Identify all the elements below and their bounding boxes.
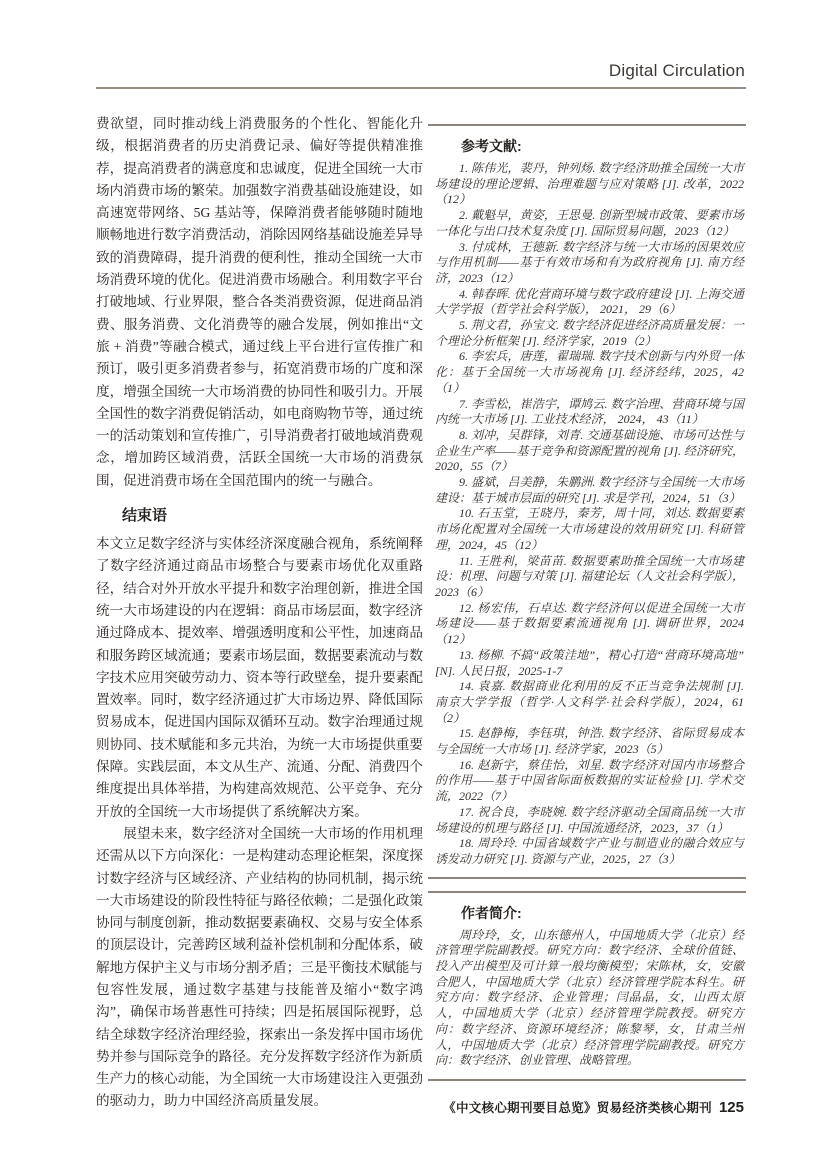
- references-heading: 参考文献:: [461, 138, 522, 154]
- reference-item: 6. 李宏兵，唐莲，翟瑞瑞. 数字技术创新与内外贸一体化：基于全国统一大市场视角 [J]. 经济经纬，2025，42（1）: [435, 349, 744, 395]
- reference-item: 13. 杨柳. 不搞“政策洼地”，精心打造“营商环境高地” [N]. 人民日报，2025-1-7: [435, 647, 744, 678]
- conclusion-paragraph-1: 本文立足数字经济与实体经济深度融合视角，系统阐释了数字经济通过商品市场整合与要素市场优化双重路径，结合对外开放水平提升和数字治理创新，推进全国统一大市场建设的内在逻辑：商品市场层面，数字经济通过降成本、提效率、增强透明度和公平性，加速商品和服务跨区域流通；要素市场层面，数据要素流动与数字技术应用突破劳动力、资本等行政壁垒，提升要素配置效率。同时，数字经济通过扩大市场边界、降低国际贸易成本，促进国内国际双循环互动。数字治理通过规则协同、技术赋能和多元共治，为统一大市场提供重要保障。实践层面，本文从生产、流通、分配、消费四个维度提出具体举措，为构建高效规范、公平竞争、充分开放的全国统一大市场提供了系统解决方案。: [96, 536, 423, 819]
- continuation-paragraph: 费欲望，同时推动线上消费服务的个性化、智能化升级，根据消费者的历史消费记录、偏好等提供精准推荐，提高消费者的满意度和忠诚度，促进全国统一大市场内消费市场的繁荣。加强数字消费基础设施建设，如高速宽带网络、5G 基站等，保障消费者能够随时随地顺畅地进行数字消费活动，消除因网络基础设施差异导致的消费障碍，提升消费的便利性，推动全国统一大市场消费环境的优化。促进消费市场融合。利用数字平台打破地域、行业界限，整合各类消费资源，促进商品消费、服务消费、文化消费等的融合发展，例如推出“文旅 + 消费”等融合模式，通过线上平台进行宣传推广和预订，吸引更多消费者参与，拓宽消费市场的广度和深度，增强全国统一大市场消费的协同性和吸引力。开展全国性的数字消费促销活动，如电商购物节等，通过统一的活动策划和宣传推广，引导消费者打破地域消费观念，增加跨区域消费，活跃全国统一大市场的消费氛围，促进消费市场在全国范围内的统一与融合。: [96, 116, 423, 488]
- author-bio-heading: 作者简介:: [461, 904, 522, 921]
- left-column: [96, 113, 423, 1113]
- references-top-rule: [428, 124, 746, 126]
- reference-item: 16. 赵新宇，蔡佳怡，刘星. 数字经济对国内市场整合的作用——基于中国省际面板数据的实证检验 [J]. 学术交流，2022（7）: [435, 757, 744, 804]
- reference-item: 14. 袁嘉. 数据商业化利用的反不正当竞争法规制 [J]. 南京大学学报（哲学·人文科学·社会科学版），2024，61（2）: [435, 679, 744, 725]
- conclusion-heading: 结束语: [122, 507, 168, 525]
- reference-item: 4. 韩春晖. 优化营商环境与数字政府建设 [J]. 上海交通大学学报（哲学社会科学版）， 2021， 29（6）: [435, 286, 744, 317]
- separator-rule-lower: [428, 891, 746, 893]
- page-footer: [428, 1098, 746, 1117]
- reference-item: 12. 杨宏伟，石卓达. 数字经济何以促进全国统一大市场建设——基于数据要素流通视角 [J]. 调研世界，2024（12）: [435, 600, 744, 647]
- section-separator: [428, 877, 746, 893]
- reference-item: 1. 陈伟光，裴丹，钟列炀. 数字经济助推全国统一大市场建设的理论逻辑、治理难题与应对策略 [J]. 改革，2022（12）: [435, 161, 744, 207]
- reference-list: [428, 161, 746, 868]
- reference-item: 9. 盛斌，吕美静，朱鹏洲. 数字经济与全国统一大市场建设：基于城市层面的研究 [J]. 求是学刊，2024，51（3）: [435, 475, 744, 505]
- reference-item: 8. 刘冲，吴群锋，刘青. 交通基础设施、市场可达性与企业生产率——基于竞争和资源配置的视角 [J]. 经济研究，2020，55（7）: [435, 427, 745, 474]
- reference-item: 15. 赵静梅，李钰琪，钟浩. 数字经济、省际贸易成本与全国统一大市场 [J]. 经济学家，2023（5）: [435, 726, 744, 757]
- page-number: 125: [718, 1098, 744, 1116]
- author-bio-text: 周玲玲，女，山东德州人，中国地质大学（北京）经济管理学院副教授。研究方向：数字经济、全球价值链、投入产出模型及可计算一般均衡模型；宋陈林，女，安徽合肥人，中国地质大学（北京）经济管理学院本科生。研究方向：数字经济、企业管理；闫晶晶，女，山西太原人，中国地质大学（北京）经济管理学院教授。研究方向：数字经济、资源环境经济；陈黎琴，女，甘肃兰州人，中国地质大学（北京）经济管理学院副教授。研究方向：数字经济、创业管理、战略管理。: [435, 927, 744, 1068]
- footer-rule: [428, 1079, 746, 1081]
- reference-item: 17. 祝合良，李晓婉. 数字经济驱动全国商品统一大市场建设的机理与路径 [J]. 中国流通经济，2023，37（1）: [435, 804, 744, 835]
- conclusion-paragraph-2: 展望未来，数字经济对全国统一大市场的作用机理还需从以下方向深化：一是构建动态理论框架，深度探讨数字经济与区域经济、产业结构的协同机制，揭示统一大市场建设的阶段性特征与路径依赖；二是强化政策协同与制度创新，推动数据要素确权、交易与安全体系的顶层设计，完善跨区域利益补偿机制和分配体系，破解地方保护主义与市场分割矛盾；三是平衡技术赋能与包容性发展，通过数字基建与技能普及缩小“数字鸿沟”，确保市场普惠性可持续；四是拓展国际视野，总结全球数字经济治理经验，探索出一条发挥中国市场优势并参与国际竞争的路径。充分发挥数字经济作为新质生产力的核心动能，为全国统一大市场建设注入更强劲的驱动力，助力中国经济高质量发展。: [96, 825, 423, 1109]
- journal-note: 《中文核心期刊要目总览》贸易经济类核心期刊: [443, 1100, 712, 1115]
- reference-item: 10. 石玉堂，王晓丹，秦芳，周十同，刘达. 数据要素市场化配置对全国统一大市场建设的效用研究 [J]. 科研管理，2024，45（12）: [435, 506, 744, 552]
- reference-item: 18. 周玲玲. 中国省域数字产业与制造业的融合效应与诱发动力研究 [J]. 资源与产业，2025，27（3）: [435, 836, 744, 866]
- reference-item: 3. 付成林，王德新. 数字经济与统一大市场的因果效应与作用机制——基于有效市场和有为政府视角 [J]. 南方经济，2023（12）: [435, 239, 744, 285]
- author-bio: [428, 928, 746, 1069]
- reference-item: 2. 戴魁早，黄姿，王思曼. 创新型城市政策、要素市场一体化与出口技术复杂度 [J]. 国际贸易问题，2023（12）: [435, 208, 744, 238]
- separator-rule-upper: [428, 877, 746, 879]
- reference-item: 7. 李雪松，崔浩宇，谭鸠云. 数字治理、营商环境与国内统一大市场 [J]. 工业技术经济， 2024， 43（11）: [435, 396, 744, 427]
- reference-item: 5. 荆文君，孙宝文. 数字经济促进经济高质量发展：一个理论分析框架 [J]. 经济学家，2019（2）: [435, 318, 744, 348]
- journal-title-en: Digital Circulation: [608, 61, 745, 80]
- header-rule: [96, 87, 746, 89]
- right-column: [428, 112, 746, 1117]
- reference-item: 11. 王胜利，梁苗苗. 数据要素助推全国统一大市场建设：机理、问题与对策 [J]. 福建论坛（人文社会科学版），2023（6）: [435, 553, 744, 599]
